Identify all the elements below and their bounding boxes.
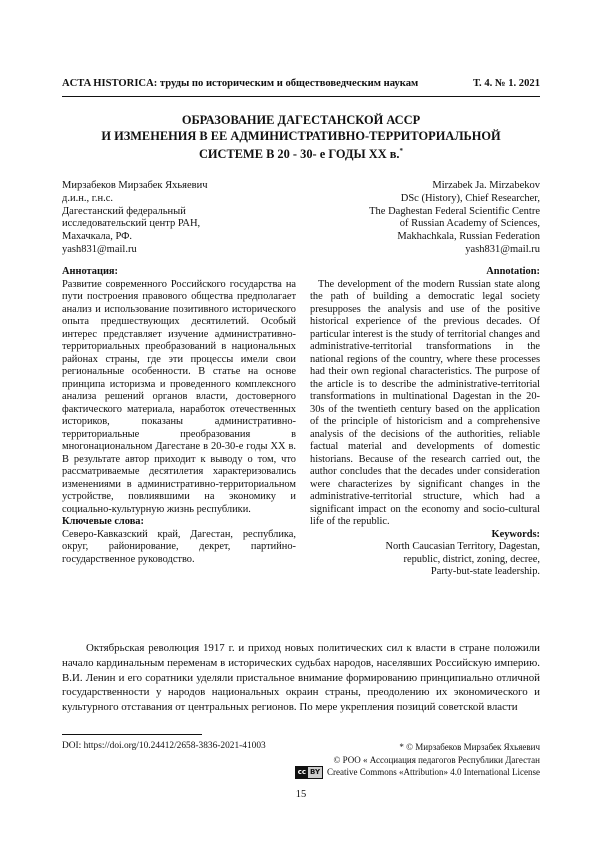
author-city-ru: Махачкала, РФ. [62, 231, 133, 243]
abstract-column-en [310, 266, 540, 579]
header-divider [62, 96, 540, 97]
issue-number: Т. 4. № 1. 2021 [473, 78, 540, 89]
footnote-divider [62, 734, 202, 735]
author-email-en[interactable]: yash831@mail.ru [465, 243, 540, 255]
keywords-en-line-3: Party-but-state leadership. [430, 566, 540, 577]
journal-header [62, 78, 540, 89]
abstract-column-ru [62, 266, 296, 566]
abstract-heading-ru: Аннотация: [62, 266, 119, 277]
author-degree-en: DSc (History), Chief Researcher, [400, 192, 540, 204]
keywords-en-line-1: North Caucasian Territory, Dagestan, [385, 541, 540, 552]
author-info-en [300, 180, 540, 257]
keywords-text-en [310, 541, 540, 579]
title-footnote-mark: * [399, 147, 404, 155]
author-name-ru: Мирзабеков Мирзабек Яхьяевич [62, 180, 208, 191]
author-org-en-1: The Daghestan Federal Scientific Centre [369, 205, 540, 217]
author-city-en: Makhachkala, Russian Federation [397, 231, 540, 243]
copyright-block [295, 741, 540, 779]
page-number: 15 [295, 789, 307, 800]
article-title [62, 113, 540, 163]
abstract-text-ru: Развитие современного Российского государства на пути построения правового общества предполагает анализ и использование позитивного исторического опыта предшествующих десятилетий. Особый интерес представляет изучение административно-территориальных преобразований в национальных районах страны, где эти процессы имели свои региональные особенности. В статье на основе принципа историзма и проведенного комплексного анализа решений органов власти, достоверного фактического материала, наработок отечественных историков, показаны административно-территориальные преобразования в многонациональном Дагестане в 20-30-е годы ХХ в. В результате автор приходит к выводу о том, что рассматриваемые десятилетия характеризовались изменениями в административно-территориальном устройстве, повлиявшими на экономику и социально-культурную жизнь республики. [62, 278, 296, 515]
keywords-text-ru: Северо-Кавказский край, Дагестан, республика, округ, районирование, декрет, партийно-государственное руководство. [62, 528, 296, 565]
author-degree-ru: д.и.н., г.н.с. [62, 192, 113, 204]
title-line-2: И ИЗМЕНЕНИЯ В ЕЕ АДМИНИСТРАТИВНО-ТЕРРИТОРИАЛЬНОЙ [101, 128, 501, 143]
abstract-heading-en: Annotation: [486, 266, 540, 277]
abstract-text-en: The development of the modern Russian state along the path of building a democratic legal society presupposes the analysis and use of the positive historical experience of the previous decades. Of particular interest is the study of territorial changes and administrative-territorial transformations in the national regions of the country, where these processes had their own regional characteristics. The purpose of the article is to describe the administrative-territorial transformations in multinational Dagestan in the 20-30s of the twentieth century based on the application of the principle of historicism and a comprehensive analysis of the decisions of the authorities, reliable factual material and developments of domestic historians. Because of the research carried out, the author concludes that the decades under consideration were characterizes by significant changes in the administrative-territorial structure, which had a significant impact on the economy and socio-cultural life of the republic. [310, 278, 540, 527]
title-line-3: СИСТЕМЕ В 20 - 30- е ГОДЫ ХХ в.* [198, 147, 404, 162]
cc-badge-left: cc [297, 768, 306, 777]
license-text[interactable]: Creative Commons «Attribution» 4.0 International License [327, 767, 540, 778]
cc-by-icon[interactable] [295, 766, 323, 779]
author-email-ru[interactable]: yash831@mail.ru [62, 243, 137, 255]
body-paragraph: Октябрьская революция 1917 г. и приход новых политических сил к власти в стране положили начало кардинальным переменам в исторических судьбах народов, населявших Российскую империю. В.И. Ленин и его соратники уделяли пристальное внимание формированию принципиально отличной государственности у народов национальных окраин страны, преодолению их экономического и культурного отставания от центральных регионов. По мере укрепления позиций советской власти [62, 642, 540, 714]
title-line-1: ОБРАЗОВАНИЕ ДАГЕСТАНСКОЙ АССР [181, 113, 421, 127]
keywords-heading-ru: Ключевые слова: [62, 516, 144, 527]
copyright-author: * © Мирзабеков Мирзабек Яхьяевич [399, 742, 540, 752]
doi-link[interactable]: DOI: https://doi.org/10.24412/2658-3836-2021-41003 [62, 741, 266, 751]
keywords-heading-en: Keywords: [491, 528, 540, 540]
author-name-en: Mirzabek Ja. Mirzabekov [432, 180, 540, 191]
author-org-ru-2: исследовательский центр РАН, [62, 218, 201, 230]
author-org-en-2: of Russian Academy of Sciences, [399, 218, 540, 230]
author-org-ru-1: Дагестанский федеральный [62, 205, 186, 217]
journal-name: ACTA HISTORICA: труды по историческим и обществоведческим наукам [62, 78, 419, 89]
author-info-ru [62, 180, 302, 257]
license-row [295, 766, 540, 779]
cc-badge-right: BY [310, 768, 321, 777]
keywords-en-line-2: republic, district, zoning, decree, [403, 553, 540, 565]
copyright-publisher: © РОО « Ассоциация педагогов Республики Дагестан [333, 754, 540, 765]
